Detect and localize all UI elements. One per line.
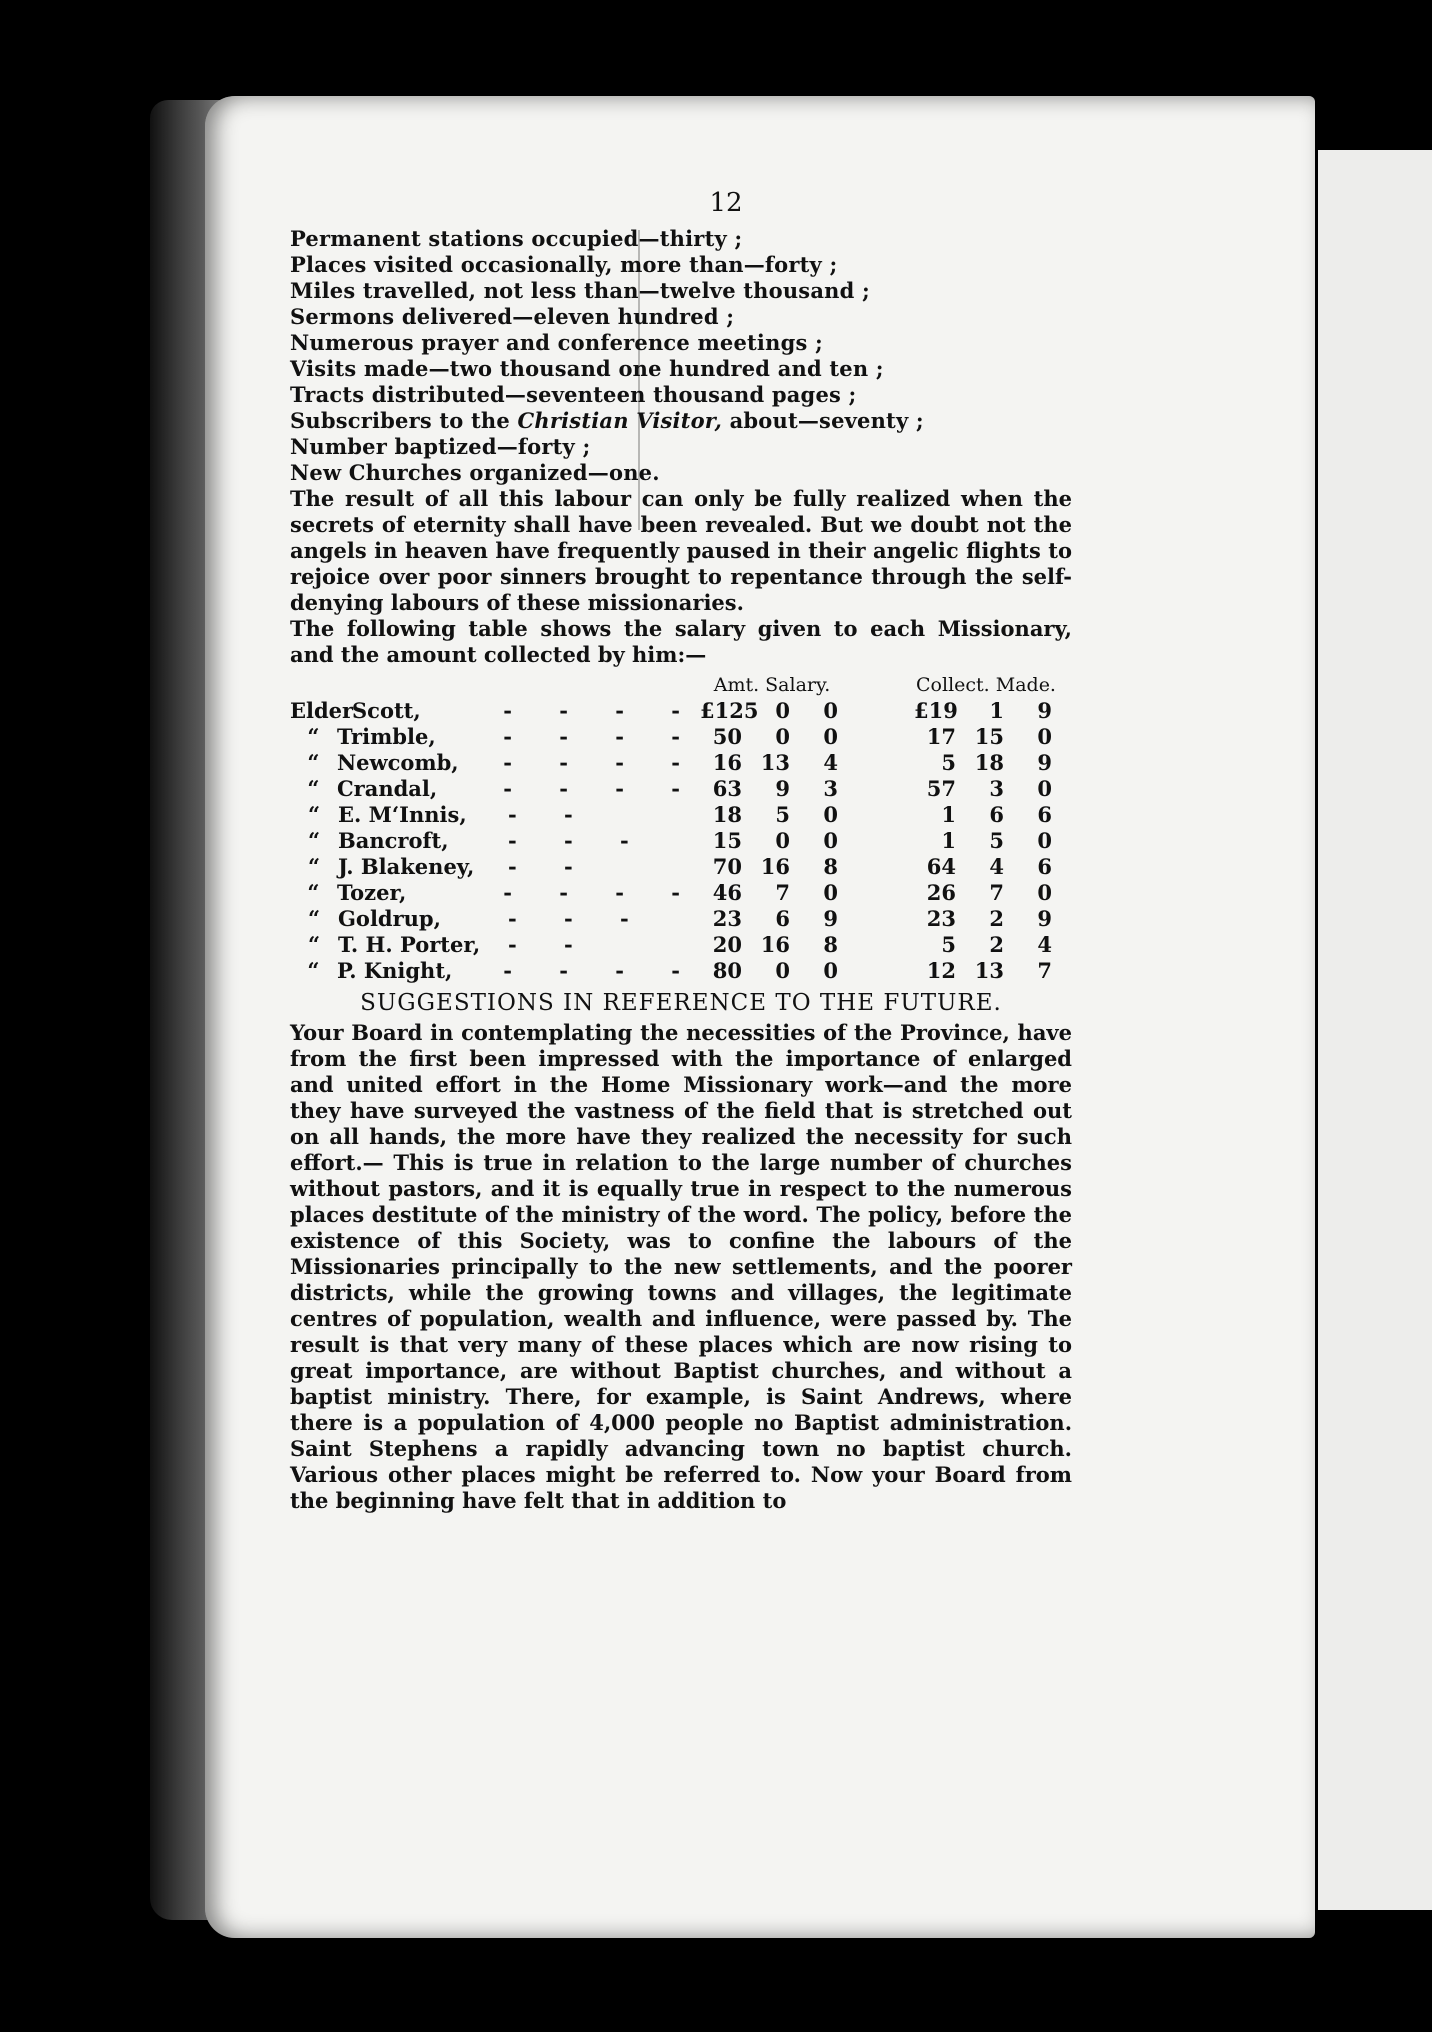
table-header [290,672,1072,698]
leader-dashes: - - - - [503,750,700,775]
table-row [290,932,1072,958]
salary-s1: 16 [712,750,742,775]
leader-dashes: - - - [508,828,649,853]
collect-c1: 5 [941,750,956,775]
leader-dashes: - - [508,854,593,879]
collect-c3: 0 [1037,724,1052,749]
collect-c2: 4 [989,854,1004,879]
section-heading: SUGGESTIONS IN REFERENCE TO THE FUTURE. [360,990,1002,1016]
paragraph-result: The result of all this labour can only be fully realized when the secrets of eternity shall have been revealed. But we doubt not the angels in heaven have frequently paused in their angelic flights to rejoice over poor sinners brought to repentance through the self-denying labours of these missionaries. [290,486,1072,615]
collect-c2: 3 [989,776,1004,801]
stat-line: Places visited occasionally, more than—forty ; [290,252,838,277]
collect-c1: 1 [941,828,956,853]
collect-c3: 9 [1037,698,1052,723]
salary-s1: £125 [700,698,759,723]
table-row [290,802,1072,828]
stat-line: Miles travelled, not less than—twelve thousand ; [290,278,870,303]
collect-c3: 9 [1037,750,1052,775]
collect-c3: 0 [1037,776,1052,801]
stat-line: Tracts distributed—seventeen thousand pages ; [290,382,857,407]
salary-s3: 0 [823,802,838,827]
salary-s2: 16 [760,932,790,957]
title-prefix: “ [307,724,320,749]
collect-c1: 57 [926,776,956,801]
stat-line-subscribers [290,408,1072,434]
missionary-cell [290,958,700,984]
missionary-name: Bancroft, [338,828,449,853]
collect-c1: 17 [926,724,956,749]
salary-s1: 80 [712,958,742,983]
table-row [290,750,1072,776]
leader-dashes: - - - - [503,776,700,801]
leader-dashes: - - - - [503,880,700,905]
stat-text: Subscribers to the [290,408,510,433]
collect-c1: 26 [926,880,956,905]
salary-s1: 46 [712,880,742,905]
salary-s2: 5 [775,802,790,827]
table-row [290,854,1072,880]
paragraph-suggestions: Your Board in contemplating the necessities of the Province, have from the first been impressed with the importance of enlarged and united effort in the Home Missionary work—and the more they have surveyed the vastness of the field that is stretched out on all hands, the more have they realized the necessity for such effort.— This is true in relation to the large number of churches without pastors, and it is equally true in respect to the numerous places destitute of the ministry of the word. The policy, before the existence of this Society, was to confine the labours of the Missionaries principally to the new settlements, and the poorer districts, while the growing towns and villages, the legitimate centres of population, wealth and influence, were passed by. The result is that very many of these places which are now rising to great importance, are without Baptist churches, and without a baptist ministry. There, for example, is Saint Andrews, where there is a population of 4,000 people no Baptist administration. Saint Stephens a rapidly advancing town no baptist church. Various other places might be referred to. Now your Board from the beginning have felt that in addition to [290,1020,1072,1513]
title-prefix: Elder [290,698,354,723]
collect-c3: 7 [1037,958,1052,983]
salary-s2: 9 [775,776,790,801]
salary-s3: 4 [823,750,838,775]
salary-s3: 3 [823,776,838,801]
collect-c1: 5 [941,932,956,957]
table-row [290,958,1072,984]
leader-dashes: - - [508,802,593,827]
collect-c2: 18 [974,750,1004,775]
stat-line: Permanent stations occupied—thirty ; [290,226,743,251]
missionary-cell [290,880,700,906]
collect-c2: 15 [974,724,1004,749]
title-prefix: “ [307,880,320,905]
salary-s2: 0 [775,958,790,983]
title-prefix: “ [307,958,320,983]
missionary-cell [290,828,700,854]
missionary-cell [290,724,700,750]
title-prefix: “ [307,802,321,827]
missionary-cell [290,906,700,932]
collect-c3: 0 [1037,828,1052,853]
missionary-name: P. Knight, [336,958,453,983]
title-prefix: “ [307,906,321,931]
leader-dashes: - - - [508,906,649,931]
salary-s3: 8 [823,932,838,957]
salary-s2: 16 [760,854,790,879]
stat-text: about—seventy ; [729,408,924,433]
salary-s3: 0 [823,698,838,723]
missionary-name: Trimble, [336,724,436,749]
table-row [290,698,1072,724]
stat-line: Sermons delivered—eleven hundred ; [290,304,735,329]
collect-c2: 1 [989,698,1004,723]
salary-s2: 6 [775,906,790,931]
salary-s3: 0 [823,958,838,983]
table-body [290,698,1072,984]
title-prefix: “ [307,854,321,879]
salary-s2: 13 [760,750,790,775]
table-row [290,880,1072,906]
table-row [290,724,1072,750]
missionary-cell [290,750,700,776]
facing-page-edge [1318,150,1432,1910]
collect-c1: 12 [926,958,956,983]
salary-s2: 0 [775,724,790,749]
collect-c2: 2 [989,932,1004,957]
missionary-cell [290,802,700,828]
header-salary: Amt. Salary. [713,674,831,696]
paragraph-table-intro: The following table shows the salary given to each Missionary, and the amount collected by him:— [290,616,1072,667]
collect-c2: 7 [989,880,1004,905]
missionary-cell [290,698,700,724]
salary-s2: 0 [775,828,790,853]
collect-c3: 6 [1037,802,1052,827]
missionary-name: J. Blakeney, [338,854,475,879]
salary-s1: 50 [712,724,742,749]
missionary-cell [290,854,700,880]
collect-c2: 5 [989,828,1004,853]
page-text [290,190,1072,1514]
collect-c2: 6 [989,802,1004,827]
table-row [290,828,1072,854]
table-row [290,776,1072,802]
salary-s1: 23 [712,906,742,931]
salary-s3: 8 [823,854,838,879]
missionary-name: T. H. Porter, [338,932,481,957]
title-prefix: “ [307,828,321,853]
salary-s2: 0 [775,698,790,723]
stat-line: Visits made—two thousand one hundred and ten ; [290,356,884,381]
missionary-name: Tozer, [336,880,407,905]
missionary-name: Crandal, [336,776,438,801]
leader-dashes: - - - - [503,698,700,723]
page-number: 12 [709,188,743,218]
table-row [290,906,1072,932]
salary-s3: 0 [823,828,838,853]
stats-list [290,226,1072,486]
stat-line: Numerous prayer and conference meetings ; [290,330,823,355]
title-prefix: “ [307,750,320,775]
stat-line: New Churches organized—one. [290,460,660,485]
salary-s3: 0 [823,724,838,749]
collect-c1: 23 [926,906,956,931]
salary-s1: 70 [712,854,742,879]
title-prefix: “ [307,932,321,957]
salary-s3: 9 [823,906,838,931]
missionary-name: E. M‘Innis, [338,802,467,827]
stat-line: Number baptized—forty ; [290,434,591,459]
salary-s1: 15 [712,828,742,853]
missionary-name: Scott, [352,698,421,723]
collect-c1: 1 [941,802,956,827]
salary-s1: 18 [712,802,742,827]
missionary-name: Newcomb, [336,750,459,775]
collect-c1: 64 [926,854,956,879]
missionary-cell [290,776,700,802]
collect-c3: 0 [1037,880,1052,905]
collect-c1: £19 [914,698,958,723]
header-collect: Collect. Made. [916,674,1056,696]
salary-s2: 7 [775,880,790,905]
salary-s1: 20 [712,932,742,957]
leader-dashes: - - - - [503,958,700,983]
collect-c2: 13 [974,958,1004,983]
title-prefix: “ [307,776,320,801]
missionary-name: Goldrup, [338,906,441,931]
salary-s3: 0 [823,880,838,905]
collect-c3: 6 [1037,854,1052,879]
leader-dashes: - - - - [503,724,700,749]
periodical-title: Christian Visitor, [517,408,723,433]
missionary-cell [290,932,700,958]
salary-s1: 63 [712,776,742,801]
salary-table [290,672,1072,984]
collect-c3: 9 [1037,906,1052,931]
collect-c2: 2 [989,906,1004,931]
collect-c3: 4 [1037,932,1052,957]
leader-dashes: - - [508,932,593,957]
